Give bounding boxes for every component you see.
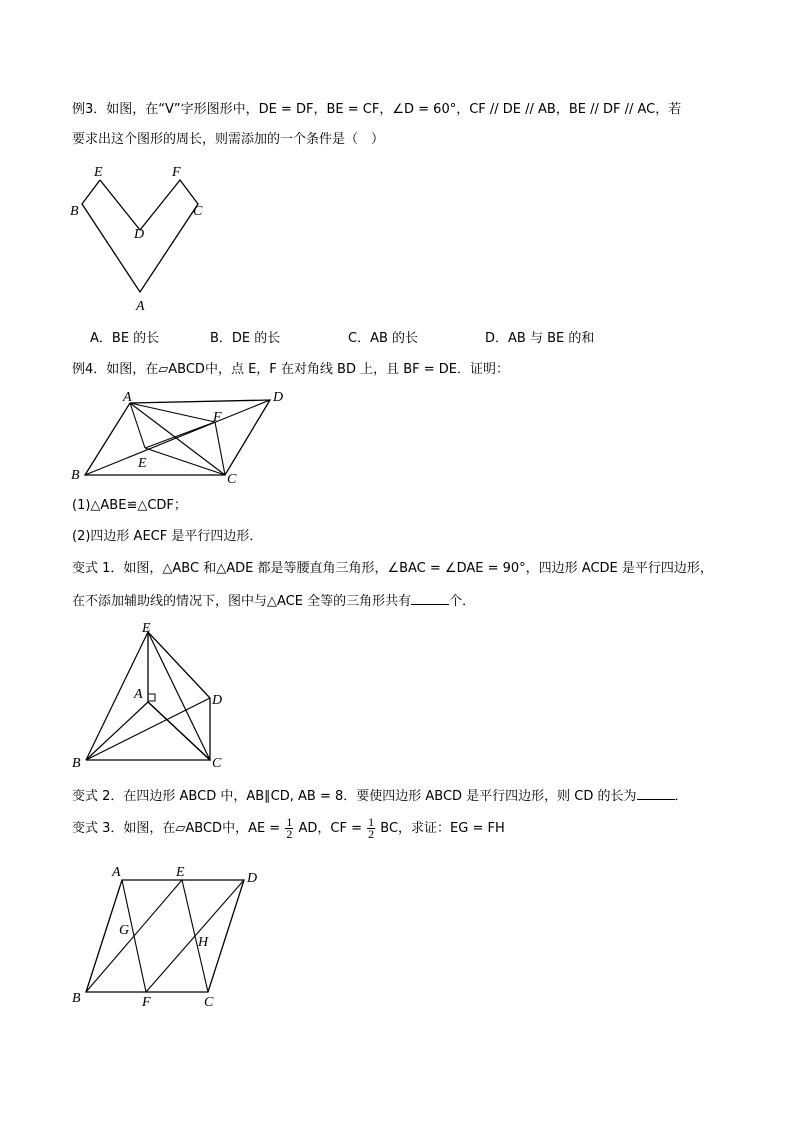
label-D: D	[134, 227, 145, 242]
label-F: F	[142, 995, 151, 1010]
variant1-line1: 变式 1．如图，△ABC 和△ADE 都是等腰直角三角形，∠BAC = ∠DAE = 90°，四边形 ACDE 是平行四边形，	[72, 561, 713, 576]
label-E: E	[142, 621, 151, 636]
example4-part1: (1)△ABE≌△CDF；	[72, 498, 187, 513]
label-E: E	[94, 165, 103, 180]
option-c: C．AB 的长	[348, 331, 419, 346]
parallelogram-efgh-figure	[62, 860, 277, 1015]
label-G: G	[119, 923, 130, 938]
parallelogram-abcd-figure	[65, 385, 305, 490]
example4-part2: (2)四边形 AECF 是平行四边形．	[72, 529, 263, 544]
label-A: A	[123, 390, 132, 405]
label-A: A	[112, 865, 121, 880]
label-D: D	[247, 871, 258, 886]
label-E: E	[138, 456, 147, 471]
label-C: C	[227, 472, 237, 487]
label-D: D	[212, 693, 223, 708]
label-B: B	[70, 204, 79, 219]
example3-line1: 例3．如图，在“V”字形图形中，DE = DF，BE = CF，∠D = 60°，CF // DE // AB，BE // DF // AC，若	[72, 102, 682, 117]
variant2-line: 变式 2．在四边形 ABCD 中，AB∥CD, AB = 8．要使四边形 ABCD 是平行四边形，则 CD 的长为 ．	[72, 789, 688, 804]
fraction-half-2: $\frac{1}{2}$	[368, 815, 375, 841]
variant1-line2: 在不添加辅助线的情况下，图中与△ACE 全等的三角形共有 个．	[72, 594, 476, 609]
label-C: C	[193, 204, 203, 219]
option-b: B．DE 的长	[210, 331, 281, 346]
label-E: E	[176, 865, 185, 880]
label-A: A	[134, 687, 143, 702]
label-C: C	[204, 995, 214, 1010]
v-shape-figure	[60, 160, 220, 320]
label-A: A	[136, 299, 145, 314]
label-F: F	[172, 165, 181, 180]
answer-blank	[411, 592, 449, 605]
variant3-line: 变式 3．如图，在▱ABCD中，AE = $\frac{1}{2}$ AD，CF = $\frac{1}{2}$ BC，求证：EG = FH	[72, 815, 505, 841]
example4-line1: 例4．如图，在▱ABCD中，点 E，F 在对角线 BD 上，且 BF = DE．证明：	[72, 362, 509, 377]
label-H: H	[198, 935, 209, 950]
example3-line2: 要求出这个图形的周长，则需添加的一个条件是（ ）	[72, 132, 385, 147]
option-a: A．BE 的长	[90, 331, 160, 346]
label-F: F	[213, 410, 222, 425]
label-B: B	[72, 756, 81, 771]
option-d: D．AB 与 BE 的和	[485, 331, 595, 346]
answer-blank-2	[637, 787, 675, 800]
label-B: B	[71, 468, 80, 483]
label-D: D	[273, 390, 284, 405]
isosceles-triangles-figure	[62, 620, 242, 775]
label-C: C	[212, 756, 222, 771]
fraction-half-1: $\frac{1}{2}$	[286, 815, 293, 841]
label-B: B	[72, 991, 81, 1006]
